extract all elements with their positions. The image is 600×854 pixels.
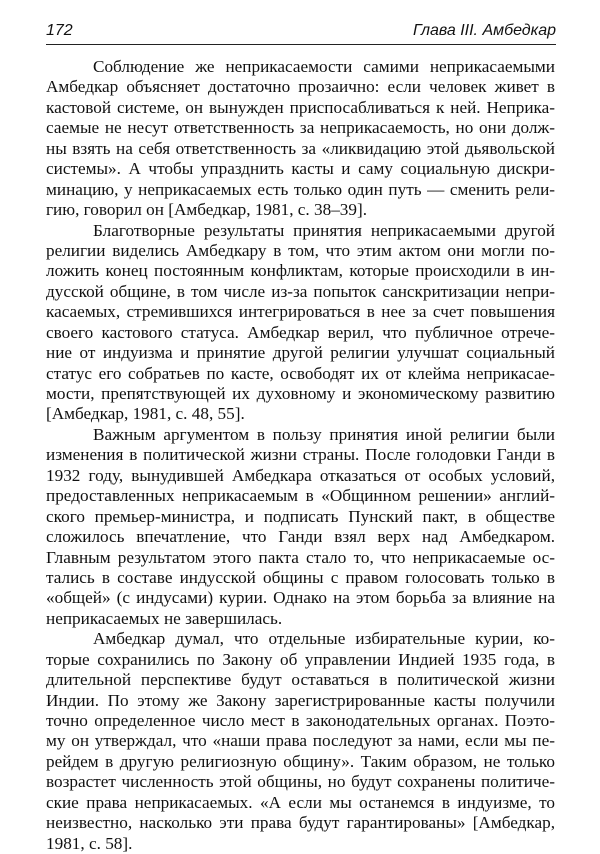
text-line: кастовой системе, он вынужден приспосабливаться к ней. Неприка- <box>46 97 555 117</box>
chapter-title: Глава III. Амбедкар <box>412 22 556 39</box>
text-line: ние от индуизма и принятие другой религии улучшат социальный <box>46 343 555 363</box>
text-line: саемые не несут ответственность за неприкасаемость, но они долж- <box>46 118 555 138</box>
text-line: 1932 году, вынудившей Амбедкара отказаться от особых условий, <box>46 465 555 485</box>
text-line: Амбедкар думал, что отдельные избирательные курии, ко- <box>93 629 555 649</box>
page-number: 172 <box>46 22 73 39</box>
text-line: дусской общине, в том числе из-за попыток санскритизации непри- <box>46 281 555 301</box>
text-line: изменения в политической жизни страны. После голодовки Ганди в <box>46 445 555 465</box>
text-line: сложилось впечатление, что Ганди взял верх над Амбедкаром. <box>46 527 555 547</box>
text-line: системы». А чтобы упразднить касты и саму социальную дискри- <box>46 159 555 179</box>
text-line: предоставленных неприкасаемым в «Общинном решении» англий- <box>46 486 555 506</box>
text-line: Главным результатом этого пакта стало то, что неприкасаемые ос- <box>46 547 555 567</box>
text-line: «общей» (с индусами) курии. Однако на этом борьба за влияние на <box>46 588 555 608</box>
paragraph <box>46 629 555 854</box>
text-line: му он утверждал, что «наши права последуют за нами, если мы пе- <box>46 731 555 751</box>
text-line: ны взять на себя ответственность за «ликвидацию этой дьявольской <box>46 138 555 158</box>
text-line: 1981, с. 58]. <box>46 833 133 853</box>
text-line: неприкасаемых не завершилась. <box>46 608 283 628</box>
text-line: тались в составе индусской общины с правом голосовать только в <box>46 567 555 587</box>
running-header <box>46 20 556 45</box>
text-line: своего кастового статуса. Амбедкар верил, что публичное отрече- <box>46 322 555 342</box>
page-body <box>46 57 555 854</box>
text-line: ского премьер-министра, и подписать Пунский пакт, в обществе <box>46 506 555 526</box>
text-line: Амбедкар объясняет достаточно прозаично: если человек живет в <box>46 77 555 97</box>
text-line: Индии. По этому же Закону зарегистрированные касты получили <box>46 690 555 710</box>
text-line: торые сохранились по Закону об управлении Индией 1935 года, в <box>46 649 555 669</box>
text-line: возрастет численность этой общины, но будут сохранены политиче- <box>46 772 555 792</box>
text-line: Благотворные результаты принятия неприкасаемыми другой <box>93 220 555 240</box>
text-line: [Амбедкар, 1981, с. 48, 55]. <box>46 404 245 424</box>
paragraph <box>46 425 555 629</box>
text-line: ские права неприкасаемых. «А если мы останемся в индуизме, то <box>46 792 555 812</box>
text-line: неизвестно, насколько эти права будут гарантированы» [Амбедкар, <box>46 813 555 833</box>
text-line: гию, говорил он [Амбедкар, 1981, с. 38–39]. <box>46 200 368 220</box>
text-line: рейдем в другую религиозную общину». Таким образом, не только <box>46 751 555 771</box>
paragraph <box>46 221 555 425</box>
text-line: Соблюдение же неприкасаемости самими неприкасаемыми <box>93 57 555 76</box>
text-line: религии виделись Амбедкару в том, что этим актом они могли по- <box>46 240 555 260</box>
text-line: точно определенное число мест в законодательных органах. Поэто- <box>46 711 555 730</box>
text-line: ложить конец постоянным конфликтам, которые происходили в ин- <box>46 261 555 281</box>
text-line: мости, препятствующей их духовному и экономическому развитию <box>46 384 555 403</box>
text-line: минацию, у неприкасаемых есть только один путь — сменить рели- <box>46 179 555 199</box>
text-line: статус его собратьев по касте, освободят их от клейма неприкасае- <box>46 363 555 383</box>
text-line: касаемых, стремившихся интегрироваться в нее за счет повышения <box>46 302 555 322</box>
text-line: длительной перспективе будут оставаться в политической жизни <box>46 670 555 690</box>
paragraph <box>46 57 555 221</box>
text-line: Важным аргументом в пользу принятия иной религии были <box>93 424 555 444</box>
